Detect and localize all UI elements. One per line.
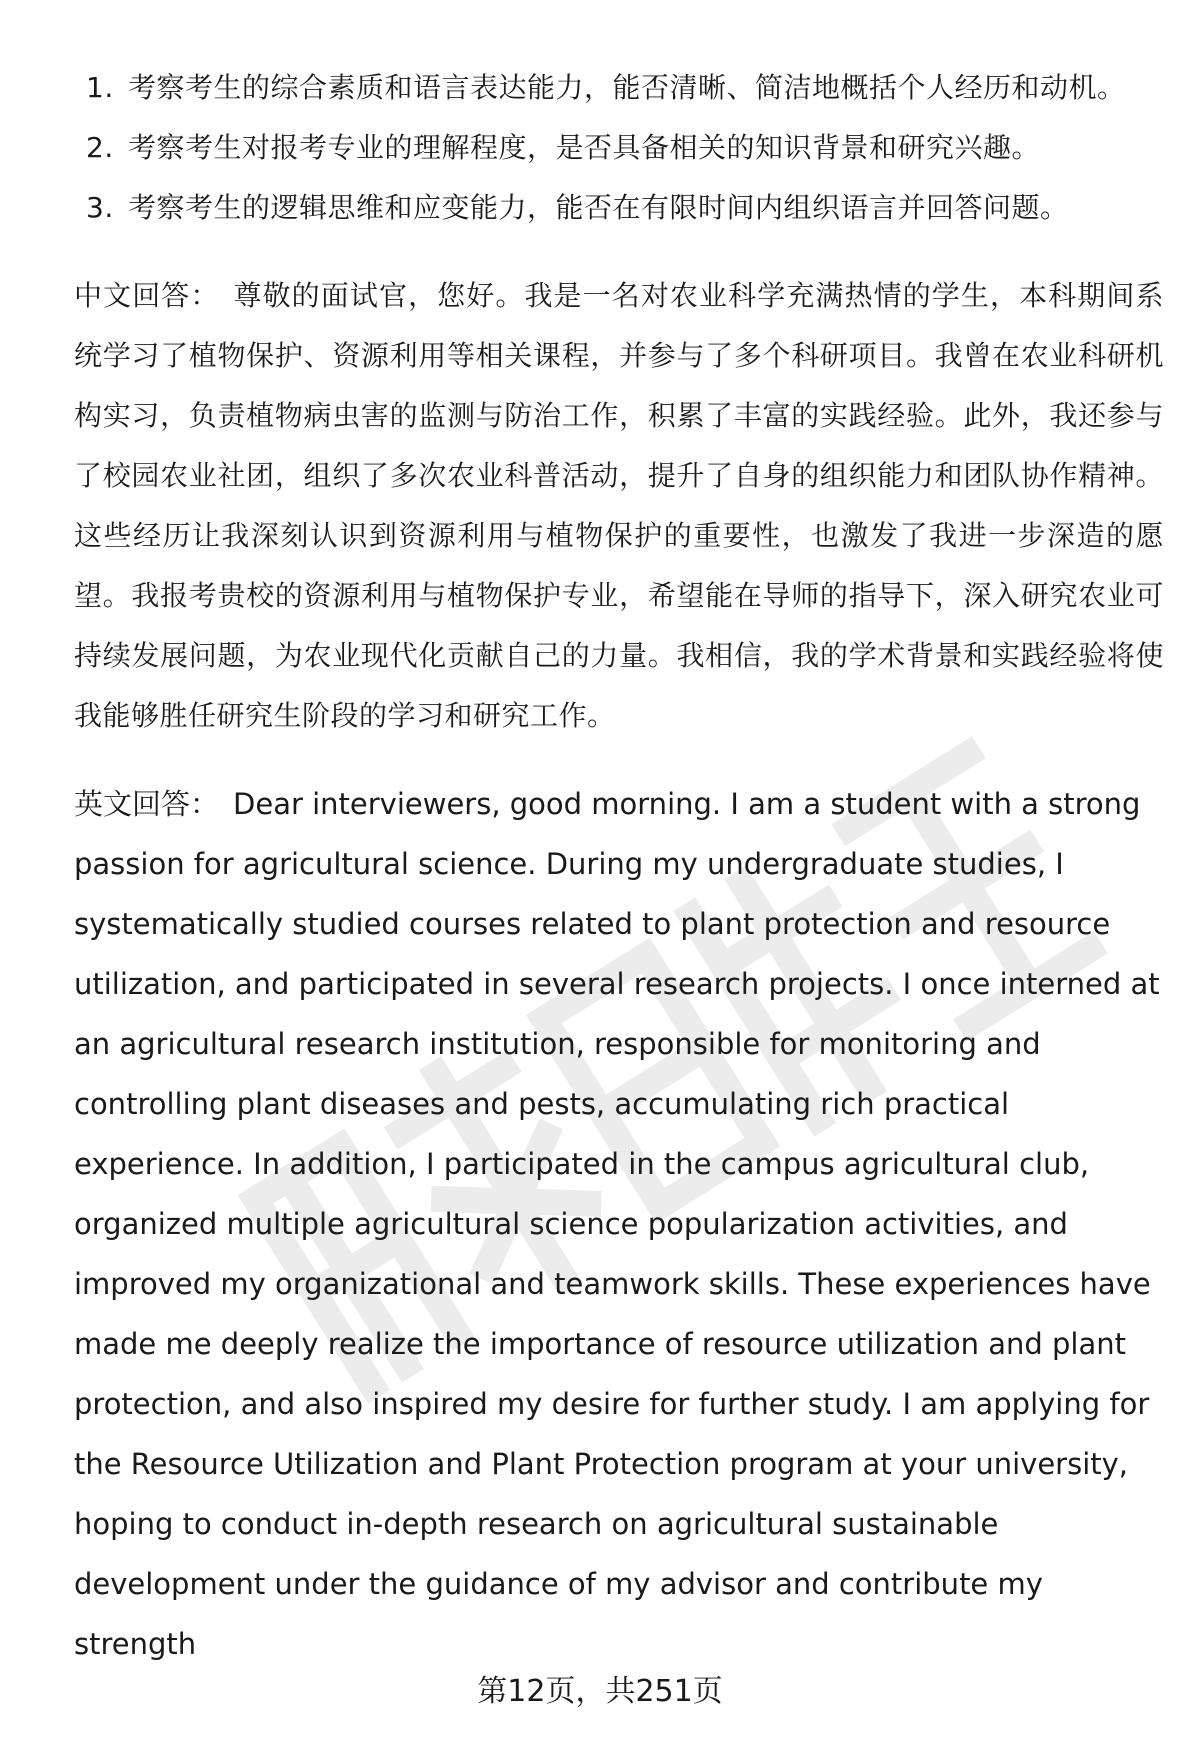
- criteria-text: 考察考生的逻辑思维和应变能力，能否在有限时间内组织语言并回答问题。: [128, 191, 1069, 224]
- page-number-footer: 第12页，共251页: [477, 1674, 723, 1709]
- criteria-item: [74, 58, 1164, 118]
- criteria-text: 考察考生对报考专业的理解程度，是否具备相关的知识背景和研究兴趣。: [128, 131, 1041, 164]
- chinese-answer-label: 中文回答：: [74, 279, 220, 312]
- chinese-answer-text: 尊敬的面试官，您好。我是一名对农业科学充满热情的学生，本科期间系统学习了植物保护、资源利用等相关课程，并参与了多个科研项目。我曾在农业科研机构实习，负责植物病虫害的监测与防治工作，积累了丰富的实践经验。此外，我还参与了校园农业社团，组织了多次农业科普活动，提升了自身的组织能力和团队协作精神。这些经历让我深刻认识到资源利用与植物保护的重要性，也激发了我进一步深造的愿望。我报考贵校的资源利用与植物保护专业，希望能在导师的指导下，深入研究农业可持续发展问题，为农业现代化贡献自己的力量。我相信，我的学术背景和实践经验将使我能够胜任研究生阶段的学习和研究工作。: [74, 279, 1164, 732]
- chinese-answer: [74, 266, 1164, 746]
- criteria-text: 考察考生的综合素质和语言表达能力，能否清晰、简洁地概括个人经历和动机。: [128, 71, 1126, 104]
- criteria-number: 3.: [86, 191, 114, 224]
- document-page: [74, 58, 1164, 1703]
- english-answer-text: Dear interviewers, good morning. I am a student with a strong passion for agricultural science. During my undergraduate studies, I systematically studied courses related to plant protection and resource utilization, and participated in several research projects. I once interned at an agricultural research institution, responsible for monitoring and controlling plant diseases and pests, accumulating rich practical experience. In addition, I participated in the campus agricultural club, organized multiple agricultural science popularization activities, and improved my organizational and teamwork skills. These experiences have made me deeply realize the importance of resource utilization and plant protection, and also inspired my desire for further study. I am applying for the Resource Utilization and Plant Protection program at your university, hoping to conduct in-depth research on agricultural sustainable development under the guidance of my advisor and contribute my strength: [74, 787, 1160, 1661]
- english-answer-label: 英文回答：: [74, 787, 220, 821]
- criteria-number: 1.: [86, 71, 114, 104]
- evaluation-criteria-list: [74, 58, 1164, 238]
- criteria-item: [74, 178, 1164, 238]
- criteria-item: [74, 118, 1164, 178]
- criteria-number: 2.: [86, 131, 114, 164]
- english-answer: [74, 774, 1164, 1674]
